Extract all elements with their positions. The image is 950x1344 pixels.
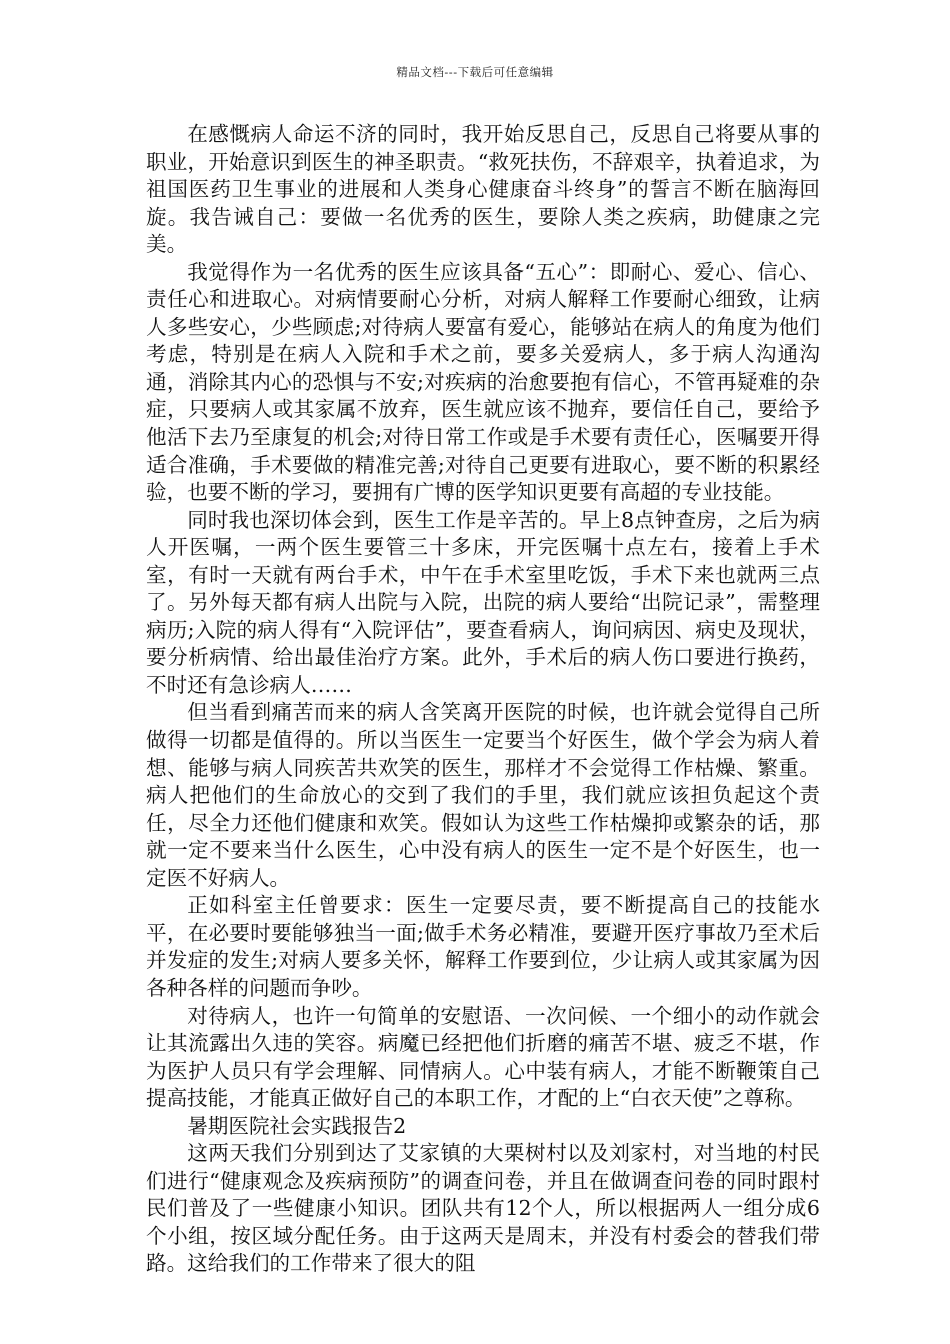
paragraph: 对待病人，也许一句简单的安慰语、一次问候、一个细小的动作就会让其流露出久违的笑容。病魔已经把他们折磨的痛苦不堪、疲乏不堪，作为医护人员只有学会理解、同情病人。心中装有病人，才能不断鞭策自己提高技能，才能真正做好自己的本职工作，才配的上“白衣天使”之尊称。 [146,1003,820,1111]
page-header: 精品文档---下载后可任意编辑 [396,65,554,79]
paragraph: 我觉得作为一名优秀的医生应该具备“五心”：即耐心、爱心、信心、责任心和进取心。对病情要耐心分析，对病人解释工作要耐心细致，让病人多些安心，少些顾虑;对待病人要富有爱心，能够站在病人的角度为他们考虑，特别是在病人入院和手术之前，要多关爱病人，多于病人沟通沟通，消除其内心的恐惧与不安;对疾病的治愈要抱有信心，不管再疑难的杂症，只要病人或其家属不放弃，医生就应该不抛弃，要信任自己，要给予他活下去乃至康复的机会;对待日常工作或是手术要有责任心，医嘱要开得适合准确，手术要做的精准完善;对待自己更要有进取心，要不断的积累经验，也要不断的学习，要拥有广博的医学知识更要有高超的专业技能。 [146,259,820,505]
paragraph: 同时我也深切体会到，医生工作是辛苦的。早上8点钟查房，之后为病人开医嘱，一两个医生要管三十多床，开完医嘱十点左右，接着上手术室，有时一天就有两台手术，中午在手术室里吃饭，手术下来也就两三点了。另外每天都有病人出院与入院，出院的病人要给“出院记录”，需整理病历;入院的病人得有“入院评估”，要查看病人，询问病因、病史及现状，要分析病情、给出最佳治疗方案。此外，手术后的病人伤口要进行换药，不时还有急诊病人…… [146,507,820,697]
document-body [146,121,820,1278]
paragraph: 正如科室主任曾要求：医生一定要尽责，要不断提高自己的技能水平，在必要时要能够独当一面;做手术务必精准，要避开医疗事故乃至术后并发症的发生;对病人要多关怀，解释工作要到位，少让病人或其家属为因各种各样的问题而争吵。 [146,893,820,1000]
paragraph: 这两天我们分别到达了艾家镇的大栗树村以及刘家村，对当地的村民们进行“健康观念及疾病预防”的调查问卷，并且在做调查问卷的同时跟村民们普及了一些健康小知识。团队共有12个人，所以根据两人一组分成6个小组，按区域分配任务。由于这两天是周末，并没有村委会的替我们带路。这给我们的工作带来了很大的阻 [146,1141,820,1276]
section-heading: 暑期医院社会实践报告2 [187,1113,407,1138]
paragraph: 但当看到痛苦而来的病人含笑离开医院的时候，也许就会觉得自己所做得一切都是值得的。所以当医生一定要当个好医生，做个学会为病人着想、能够与病人同疾苦共欢笑的医生，那样才不会觉得工作枯燥、繁重。病人把他们的生命放心的交到了我们的手里，我们就应该担负起这个责任，尽全力还他们健康和欢笑。假如认为这些工作枯燥抑或繁杂的话，那就一定不要来当什么医生，心中没有病人的医生一定不是个好医生，也一定医不好病人。 [146,700,820,890]
paragraph: 在感慨病人命运不济的同时，我开始反思自己，反思自己将要从事的职业，开始意识到医生的神圣职责。“救死扶伤，不辞艰辛，执着追求，为祖国医药卫生事业的进展和人类身心健康奋斗终身”的誓言不断在脑海回旋。我告诫自己：要做一名优秀的医生，要除人类之疾病，助健康之完美。 [146,122,820,257]
